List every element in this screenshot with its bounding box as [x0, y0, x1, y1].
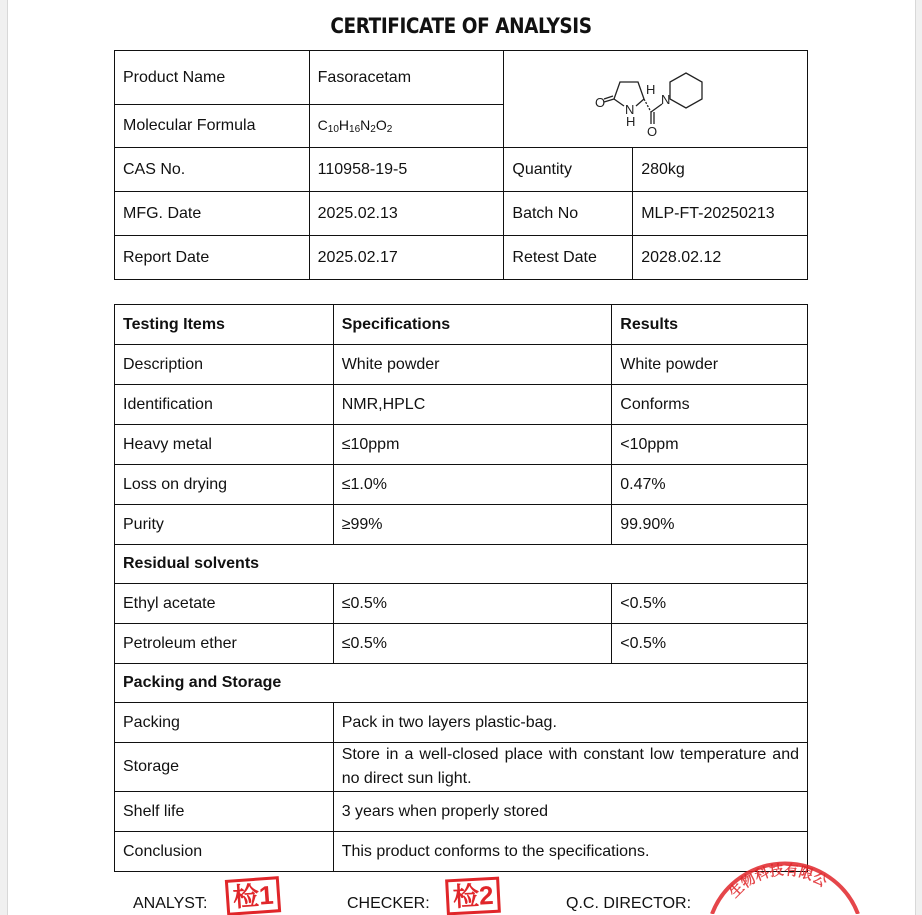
- qc-director-label: Q.C. DIRECTOR:: [566, 895, 692, 912]
- table-row: [115, 624, 808, 664]
- test-spec: NMR,HPLC: [333, 385, 612, 425]
- molecular-structure-icon: [576, 54, 736, 144]
- molecular-formula: $C_{10}H_{16}N_2O_2$: [309, 105, 504, 148]
- table-row: [115, 305, 808, 345]
- table-row: [115, 465, 808, 505]
- packing-value: This product conforms to the specifications.: [333, 832, 807, 872]
- product-name: Fasoracetam: [309, 51, 504, 105]
- report-date: 2025.02.17: [309, 236, 504, 280]
- test-spec: ≤0.5%: [333, 584, 612, 624]
- packing-item: Storage: [115, 743, 334, 792]
- table-row: [115, 664, 808, 703]
- label: Batch No: [504, 192, 633, 236]
- section-header: Packing and Storage: [115, 664, 808, 703]
- packing-value: Pack in two layers plastic-bag.: [333, 703, 807, 743]
- test-item: Ethyl acetate: [115, 584, 334, 624]
- test-item: Purity: [115, 505, 334, 545]
- page-edge-right: [915, 0, 922, 915]
- table-row: [115, 743, 808, 792]
- table-row: [115, 584, 808, 624]
- product-info-table: [114, 50, 808, 280]
- svg-text:生物科技有限公: 生物科技有限公: [725, 861, 831, 901]
- test-spec: ≤10ppm: [333, 425, 612, 465]
- column-header: Specifications: [333, 305, 612, 345]
- company-seal: [700, 856, 870, 914]
- packing-value: Store in a well-closed place with constant low temperature and no direct sun light.: [333, 743, 807, 792]
- table-row: [115, 703, 808, 743]
- test-item: Petroleum ether: [115, 624, 334, 664]
- test-item: Description: [115, 345, 334, 385]
- document-title: CERTIFICATE OF ANALYSIS: [330, 14, 592, 38]
- table-row: [115, 425, 808, 465]
- atom-h: H: [645, 82, 656, 97]
- label: Molecular Formula: [115, 105, 310, 148]
- packing-item: Packing: [115, 703, 334, 743]
- packing-value: 3 years when properly stored: [333, 792, 807, 832]
- analyst-stamp: 检1: [225, 876, 282, 915]
- page-edge-left: [0, 0, 8, 915]
- table-row: [115, 505, 808, 545]
- label: Quantity: [504, 148, 633, 192]
- testing-table: [114, 304, 808, 872]
- test-result: <0.5%: [612, 624, 808, 664]
- label: CAS No.: [115, 148, 310, 192]
- test-spec: ≤0.5%: [333, 624, 612, 664]
- atom-n: N: [660, 92, 671, 107]
- batch-number: MLP-FT-20250213: [633, 192, 808, 236]
- test-item: Heavy metal: [115, 425, 334, 465]
- test-result: White powder: [612, 345, 808, 385]
- mfg-date: 2025.02.13: [309, 192, 504, 236]
- checker-stamp: 检2: [445, 877, 501, 915]
- test-result: <10ppm: [612, 425, 808, 465]
- atom-n: N: [624, 102, 635, 117]
- analyst-label: ANALYST:: [133, 895, 208, 912]
- label: MFG. Date: [115, 192, 310, 236]
- test-spec: ≤1.0%: [333, 465, 612, 505]
- atom-o: O: [646, 124, 657, 139]
- test-item: Loss on drying: [115, 465, 334, 505]
- label: Retest Date: [504, 236, 633, 280]
- structure-cell: [504, 51, 808, 148]
- retest-date: 2028.02.12: [633, 236, 808, 280]
- test-spec: White powder: [333, 345, 612, 385]
- test-spec: ≥99%: [333, 505, 612, 545]
- checker-label: CHECKER:: [347, 895, 430, 912]
- table-row: [115, 545, 808, 584]
- cas-number: 110958-19-5: [309, 148, 504, 192]
- test-result: 99.90%: [612, 505, 808, 545]
- label: Report Date: [115, 236, 310, 280]
- packing-item: Conclusion: [115, 832, 334, 872]
- atom-h: H: [625, 114, 636, 129]
- label: Product Name: [115, 51, 310, 105]
- test-item: Identification: [115, 385, 334, 425]
- column-header: Results: [612, 305, 808, 345]
- test-result: 0.47%: [612, 465, 808, 505]
- table-row: [115, 792, 808, 832]
- test-result: <0.5%: [612, 584, 808, 624]
- column-header: Testing Items: [115, 305, 334, 345]
- section-header: Residual solvents: [115, 545, 808, 584]
- table-row: [115, 345, 808, 385]
- table-row: [115, 385, 808, 425]
- test-result: Conforms: [612, 385, 808, 425]
- packing-item: Shelf life: [115, 792, 334, 832]
- quantity: 280kg: [633, 148, 808, 192]
- atom-o: O: [594, 95, 605, 110]
